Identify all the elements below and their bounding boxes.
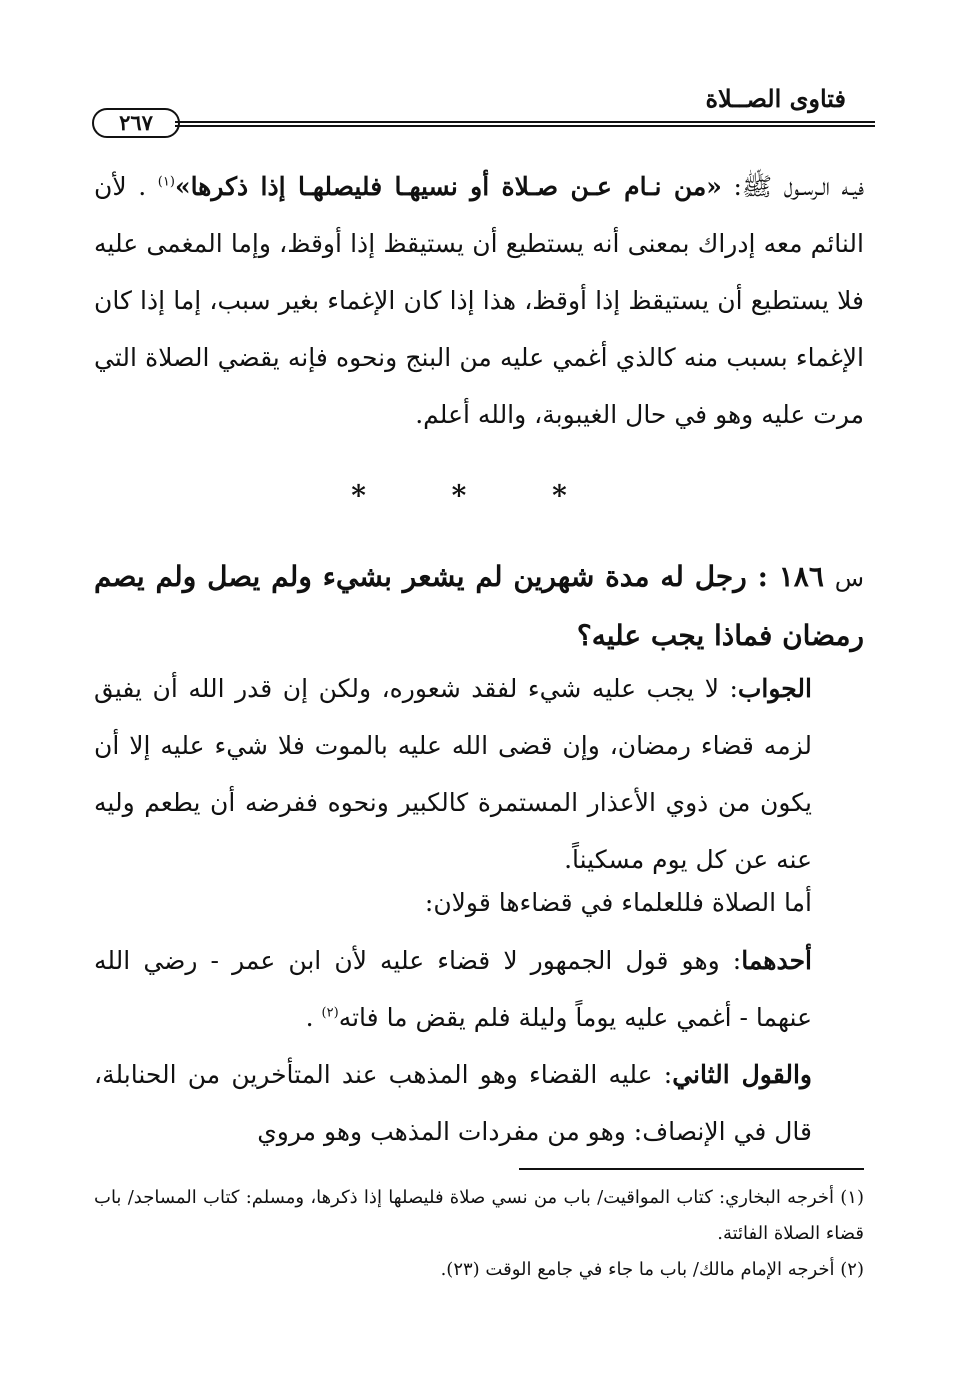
footnote-2: (٢) أخرجه الإمام مالك/ باب ما جاء في جامع الوقت (٢٣). [440,1259,864,1280]
second-opinion [94,1046,864,1160]
footnote-1: (١) أخرجه البخاري: كتاب المواقيت/ باب من نسي صلاة فليصلها إذا ذكرها، ومسلم: كتاب المساجد/ باب قضاء الصلاة الفائتة. [94,1187,864,1244]
page-number: ٢٦٧ [92,108,180,138]
second-opinion-label: والقول الثاني [672,1060,812,1089]
question-text: : رجل له مدة شهرين لم يشعر بشيء ولم يصل ولم يصم رمضان فماذا يجب عليه؟ [94,560,864,652]
hadith-quote: «من نـام عـن صـلاة أو نسيهـا فليصلهـا إذا ذكرها» [174,172,722,201]
answer-text: : لا يجب عليه شيء لفقد شعوره، ولكن إن قدر الله أن يفيق لزمه قضاء رمضان، وإن قضى الله عليه بالموت فلا شيء عليه إلا أن يكون من ذوي الأعذار المستمرة كالكبير ونحوه ففرضه أن يطعم وليه عنه عن كل يوم مسكيناً. [94,674,812,874]
question-heading [94,548,864,665]
footnote-rule [519,1168,864,1170]
running-title: فتاوى الصــلاة [705,84,846,113]
paragraph-lead: فيـه الـرسـول ﷺ: [721,172,864,201]
paragraph-intro [94,158,864,443]
prayer-intro: أما الصلاة فللعلماء في قضاءها قولان: [424,888,812,917]
paragraph-body: . لأن النائم معه إدراك بمعنى أنه يستطيع أن يستيقظ إذا أوقظ، وإما المغمى عليه فلا يستطيع أن يستيقظ إذا أوقظ، هذا إذا كان الإغماء بغير سبب، إما إذا كان الإغماء بسبب منه كالذي أغمي عليه من البنج ونحوه فإنه يقضي الصلاة التي مرت عليه وهو في حال الغيبوبة، والله أعلم. [94,172,864,429]
footnote-ref-2: (٢) [321,1005,339,1021]
question-icon: س [834,564,865,592]
first-opinion-text: : وهو قول الجمهور لا قضاء عليه لأن ابن عمر - رضي الله عنهما - أغمي عليه يوماً وليلة فلم يقض ما فاته [94,946,812,1032]
section-separator: * * * [351,479,605,512]
header-rule [175,121,875,127]
answer-label: الجواب [737,674,812,703]
first-opinion-tail: . [305,1003,322,1032]
first-opinion [94,932,864,1046]
answer-paragraph [94,660,864,888]
footnote-ref-1: (١) [157,174,175,190]
footnotes [94,1180,864,1288]
question-number: ١٨٦ [778,560,824,593]
second-opinion-text: : عليه القضاء وهو المذهب عند المتأخرين من الحنابلة، قال في الإنصاف: وهو من مفردات المذهب وهو مروي [94,1060,812,1146]
first-opinion-label: أحدهما [741,946,812,975]
